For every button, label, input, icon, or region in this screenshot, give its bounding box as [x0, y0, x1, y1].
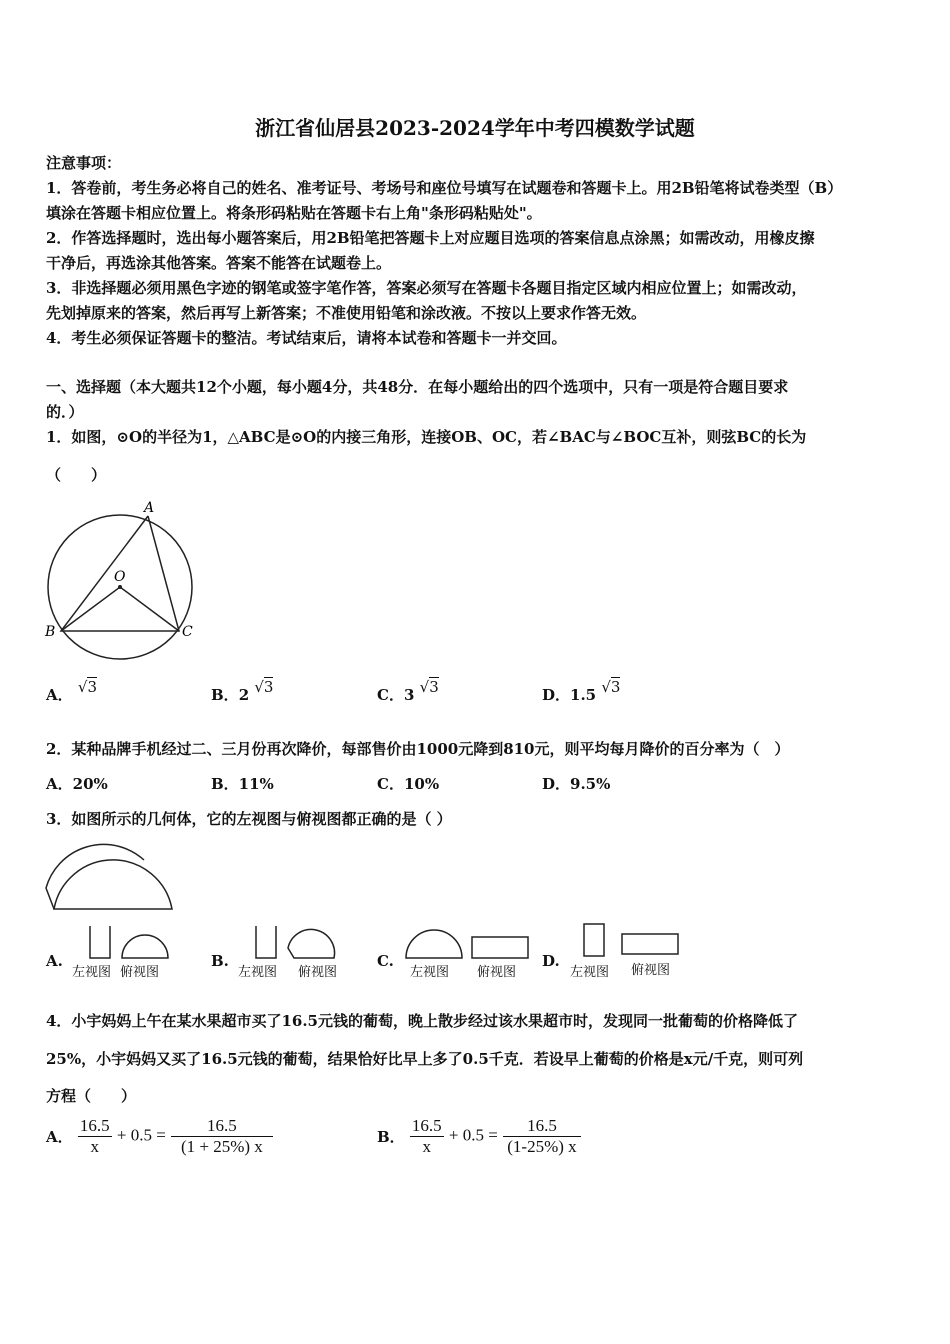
left-view-caption: 左视图	[570, 965, 610, 980]
denominator: x	[90, 1137, 99, 1156]
half-cylinder-figure	[44, 838, 176, 913]
sqrt: √3	[77, 678, 97, 696]
sqrt: √3	[419, 678, 439, 696]
notice-line: 1．答卷前，考生务必将自己的姓名、准考证号、考场号和座位号填写在试题卷和答题卡上。用2B铅笔将试卷类型（B）	[46, 179, 843, 197]
numerator: 16.5	[411, 1116, 442, 1135]
option-label: B．	[377, 1128, 405, 1146]
left-view-caption: 左视图	[72, 965, 112, 980]
option-label: A．	[46, 1128, 73, 1146]
q3-option-a-figure	[84, 924, 184, 960]
numerator: 16.5	[171, 1116, 273, 1137]
q1-option-c[interactable]	[377, 678, 439, 705]
top-view-caption: 俯视图	[298, 965, 338, 980]
question-1: 1．如图，⊙O的半径为1，△ABC是⊙O的内接三角形，连接OB、OC，若∠BAC与∠BOC互补，则弦BC的长为	[46, 428, 807, 446]
q1-option-b[interactable]	[211, 678, 274, 705]
coef: 2	[238, 686, 250, 704]
label-o: O	[114, 569, 126, 585]
radicand: 3	[87, 678, 97, 696]
q3-option-b-figure	[250, 924, 350, 960]
radicand: 3	[610, 678, 621, 696]
question-4: 方程（ ）	[46, 1087, 137, 1105]
denominator: (1 + 25%) x	[180, 1137, 263, 1156]
q3-option-a-label[interactable]: A.	[46, 952, 63, 970]
label-a: A	[144, 500, 155, 516]
top-view-caption: 俯视图	[120, 965, 160, 980]
equation-middle: + 0.5 =	[116, 1125, 166, 1145]
sqrt: √3	[601, 678, 621, 696]
label-c: C	[182, 624, 193, 640]
q2-option-c[interactable]: C．10%	[377, 775, 440, 793]
notice-line: 3．非选择题必须用黑色字迹的钢笔或签字笔作答，答案必须写在答题卡各题目指定区域内相应位置上；如需改动，	[46, 279, 807, 297]
q1-option-a[interactable]	[46, 678, 97, 705]
question-3: 3．如图所示的几何体，它的左视图与俯视图都正确的是（ ）	[46, 810, 452, 828]
fraction	[503, 1116, 581, 1157]
question-1-paren: （ ）	[46, 466, 107, 484]
page-title: 浙江省仙居县2023-2024学年中考四模数学试题	[255, 116, 695, 140]
left-view-caption: 左视图	[238, 965, 278, 980]
notice-line: 干净后，再选涂其他答案。答案不能答在试题卷上。	[46, 254, 392, 272]
top-view-caption: 俯视图	[477, 965, 517, 980]
q2-option-d[interactable]: D．9.5%	[542, 775, 611, 793]
left-view-caption: 左视图	[410, 965, 450, 980]
q3-option-c-label[interactable]: C.	[377, 952, 394, 970]
coef: 1.5	[570, 686, 597, 704]
notice-line: 4．考生必须保证答题卡的整洁。考试结束后，请将本试卷和答题卡一并交回。	[46, 329, 567, 347]
section-heading: 一、选择题（本大题共12个小题，每小题4分，共48分．在每小题给出的四个选项中，只有一项是符合题目要求	[46, 378, 789, 396]
q1-option-d[interactable]	[542, 678, 621, 705]
question-2: 2．某种品牌手机经过二、三月份再次降价，每部售价由1000元降到810元，则平均每月降价的百分率为（ ）	[46, 740, 790, 758]
q3-option-d-label[interactable]: D.	[542, 952, 560, 970]
option-label: A．	[46, 686, 73, 704]
q2-option-b[interactable]: B．11%	[211, 775, 274, 793]
q3-option-d-figure	[578, 922, 688, 958]
fraction	[410, 1116, 444, 1157]
label-b: B	[45, 624, 56, 640]
option-label: B．	[211, 686, 239, 704]
notice-line: 填涂在答题卡相应位置上。将条形码粘贴在答题卡右上角"条形码粘贴处"。	[46, 204, 542, 222]
notice-line: 先划掉原来的答案，然后再写上新答案；不准使用铅笔和涂改液。不按以上要求作答无效。	[46, 304, 647, 322]
notice-line: 2．作答选择题时，选出每小题答案后，用2B铅笔把答题卡上对应题目选项的答案信息点涂黑；如需改动，用橡皮擦	[46, 229, 815, 247]
question-4: 4．小宇妈妈上午在某水果超市买了16.5元钱的葡萄，晚上散步经过该水果超市时，发现同一批葡萄的价格降低了	[46, 1012, 798, 1030]
section-heading: 的．）	[46, 403, 84, 421]
equation-middle: + 0.5 =	[448, 1125, 498, 1145]
radicand: 3	[263, 678, 274, 696]
denominator: (1-25%) x	[507, 1137, 577, 1156]
circle-triangle-figure	[40, 495, 210, 670]
q2-option-a[interactable]: A．20%	[46, 775, 108, 793]
q4-option-b[interactable]	[377, 1116, 581, 1157]
q3-option-c-figure	[400, 924, 535, 960]
radicand: 3	[429, 678, 439, 696]
fraction	[78, 1116, 112, 1157]
notice-heading: 注意事项：	[46, 154, 122, 172]
numerator: 16.5	[79, 1116, 110, 1135]
q4-option-a[interactable]	[46, 1116, 273, 1157]
option-label: C．	[377, 686, 404, 704]
top-view-caption: 俯视图	[631, 963, 671, 978]
option-label: D．	[542, 686, 571, 704]
denominator: x	[422, 1137, 432, 1156]
numerator: 16.5	[503, 1116, 581, 1137]
q3-option-b-label[interactable]: B.	[211, 952, 229, 970]
coef: 3	[403, 686, 415, 704]
fraction	[171, 1116, 273, 1157]
sqrt: √3	[254, 678, 274, 696]
question-4: 25%，小宇妈妈又买了16.5元钱的葡萄，结果恰好比早上多了0.5千克．若设早上葡萄的价格是x元/千克，则可列	[46, 1050, 804, 1068]
